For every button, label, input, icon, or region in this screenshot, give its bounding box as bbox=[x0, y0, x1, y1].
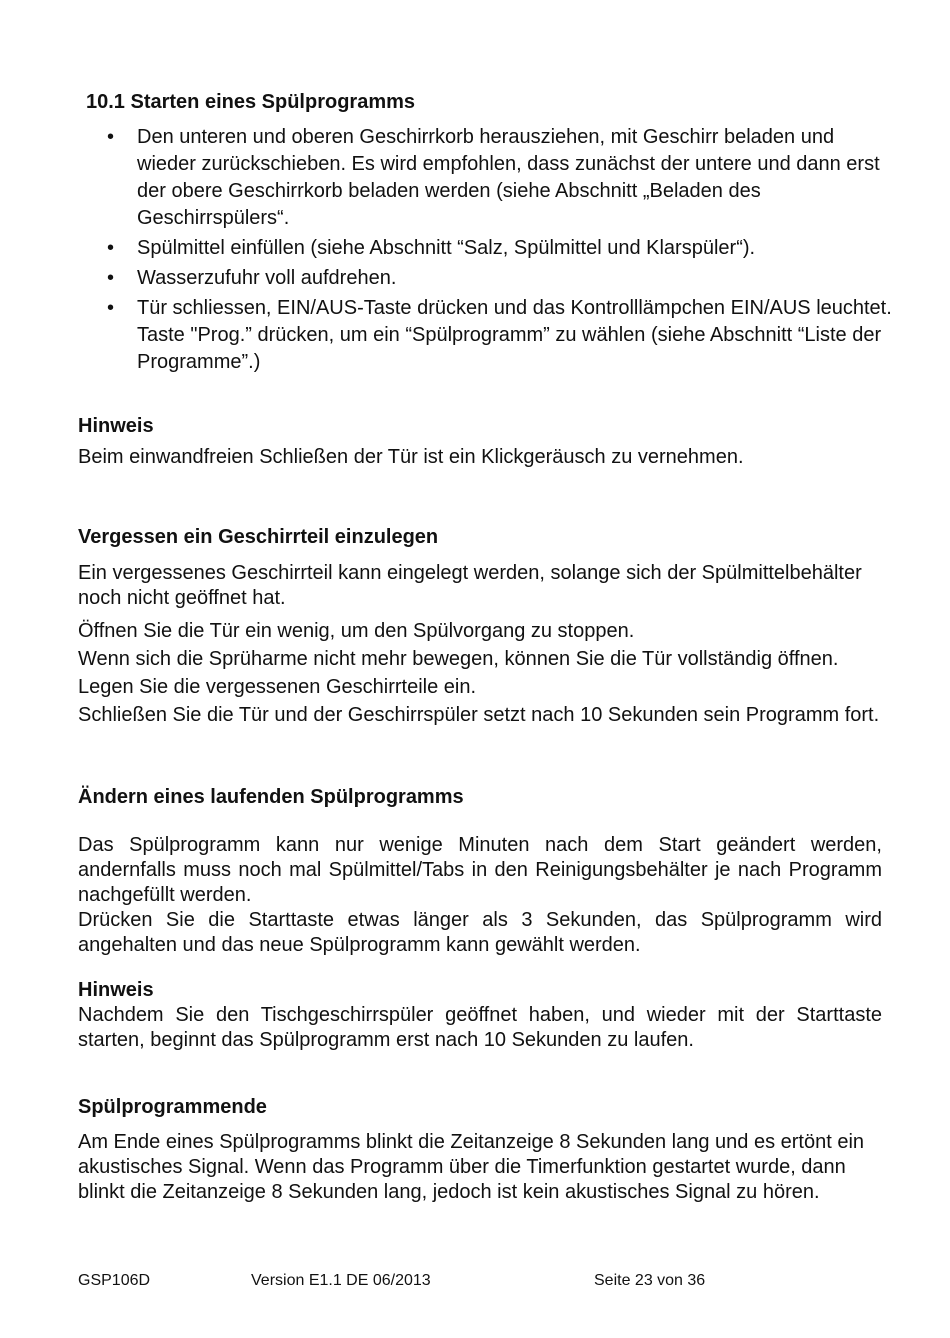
vergessen-paragraph-2: Öffnen Sie die Tür ein wenig, um den Spülvorgang zu stoppen. bbox=[78, 620, 635, 642]
vergessen-paragraph-3: Wenn sich die Sprüharme nicht mehr bewegen, können Sie die Tür vollständig öffnen. bbox=[78, 648, 839, 670]
footer-page-number: Seite 23 von 36 bbox=[594, 1272, 706, 1289]
vergessen-title: Vergessen ein Geschirrteil einzulegen bbox=[78, 526, 439, 548]
list-item: • Spülmittel einfüllen (siehe Abschnitt “Salz, Spülmittel und Klarspüler“). bbox=[107, 235, 897, 262]
hinweis-title: Hinweis bbox=[78, 415, 154, 437]
aendern-title: Ändern eines laufenden Spülprogramms bbox=[78, 786, 464, 808]
ende-title: Spülprogrammende bbox=[78, 1096, 267, 1118]
footer-version: Version E1.1 DE 06/2013 bbox=[251, 1272, 431, 1289]
section-heading: 10.1 Starten eines Spülprogramms bbox=[86, 91, 416, 113]
aendern-paragraph-2: Drücken Sie die Starttaste etwas länger als 3 Sekunden, das Spülprogramm wird angehalten und das neue Spülprogramm kann gewählt werden. bbox=[78, 909, 882, 956]
vergessen-paragraph-1: Ein vergessenes Geschirrteil kann eingelegt werden, solange sich der Spülmittelbehälter noch nicht geöffnet hat. bbox=[78, 562, 862, 609]
hinweis-text: Beim einwandfreien Schließen der Tür ist ein Klickgeräusch zu vernehmen. bbox=[78, 446, 744, 468]
hinweis-block-2 bbox=[78, 978, 882, 1053]
ende-text: Am Ende eines Spülprogramms blinkt die Zeitanzeige 8 Sekunden lang und es ertönt ein akustisches Signal. Wenn das Programm über die Timerfunktion gestartet wurde, dann blinkt die Zeitanzeige 8 Sekunden lang, jedoch ist kein akustisches Signal zu hören. bbox=[78, 1131, 865, 1203]
hinweis-text: Nachdem Sie den Tischgeschirrspüler geöffnet haben, und wieder mit der Starttaste starten, beginnt das Spülprogramm erst nach 10 Sekunden zu laufen. bbox=[78, 1004, 882, 1051]
steps-list bbox=[107, 124, 897, 379]
list-item: • Den unteren und oberen Geschirrkorb herausziehen, mit Geschirr beladen und wieder zurückschieben. Es wird empfohlen, dass zunächst der untere und dann erst der obere Geschirrkorb beladen werden (siehe Abschnitt „Beladen des Geschirrspülers“. bbox=[107, 124, 897, 232]
vergessen-paragraph-5: Schließen Sie die Tür und der Geschirrspüler setzt nach 10 Sekunden sein Programm fort. bbox=[78, 704, 880, 726]
list-item: • Wasserzufuhr voll aufdrehen. bbox=[107, 265, 897, 292]
list-item: • Tür schliessen, EIN/AUS-Taste drücken und das Kontrolllämpchen EIN/AUS leuchtet. Taste "Prog.” drücken, um ein “Spülprogramm” zu wählen (siehe Abschnitt “Liste der Programme”.) bbox=[107, 295, 897, 376]
aendern-paragraph-1: Das Spülprogramm kann nur wenige Minuten nach dem Start geändert werden, andernfalls muss noch mal Spülmittel/Tabs in den Reinigungsbehälter je nach Programm nachgefüllt werden. bbox=[78, 834, 882, 906]
vergessen-paragraph-4: Legen Sie die vergessenen Geschirrteile ein. bbox=[78, 676, 477, 698]
ende-block bbox=[78, 1095, 882, 1205]
hinweis-title: Hinweis bbox=[78, 979, 154, 1001]
vergessen-block bbox=[78, 525, 882, 728]
hinweis-block-1 bbox=[78, 414, 882, 470]
footer-model: GSP106D bbox=[78, 1272, 151, 1289]
aendern-block bbox=[78, 785, 882, 958]
